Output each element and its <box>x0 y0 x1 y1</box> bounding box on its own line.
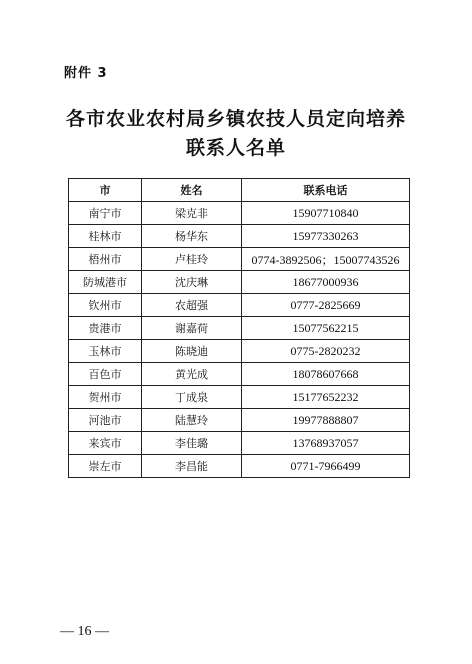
city-cell: 百色市 <box>69 363 142 386</box>
name-cell: 农超强 <box>142 294 242 317</box>
table-row <box>69 271 410 294</box>
phone-cell: 15077562215 <box>242 317 410 340</box>
header-name: 姓名 <box>142 179 242 202</box>
table-row <box>69 317 410 340</box>
phone-cell: 13768937057 <box>242 432 410 455</box>
table-row <box>69 455 410 478</box>
phone-cell: 15977330263 <box>242 225 410 248</box>
header-row <box>69 179 410 202</box>
table-row <box>69 432 410 455</box>
phone-cell: 18078607668 <box>242 363 410 386</box>
city-cell: 桂林市 <box>69 225 142 248</box>
header-phone: 联系电话 <box>242 179 410 202</box>
name-cell: 丁成泉 <box>142 386 242 409</box>
city-cell: 来宾市 <box>69 432 142 455</box>
table-row <box>69 340 410 363</box>
phone-cell: 0775-2820232 <box>242 340 410 363</box>
document-title-line-1: 各市农业农村局乡镇农技人员定向培养 <box>65 108 406 130</box>
contact-table-header <box>69 179 410 202</box>
table-row <box>69 294 410 317</box>
attachment-label: 附件 3 <box>64 66 108 81</box>
table-row <box>69 363 410 386</box>
contact-table <box>68 178 410 478</box>
phone-cell: 15907710840 <box>242 202 410 225</box>
phone-cell: 0777-2825669 <box>242 294 410 317</box>
city-cell: 防城港市 <box>69 271 142 294</box>
table-row <box>69 202 410 225</box>
name-cell: 黄光成 <box>142 363 242 386</box>
page-number: — 16 — <box>60 624 109 639</box>
document-title-line-2: 联系人名单 <box>185 137 286 159</box>
city-cell: 贵港市 <box>69 317 142 340</box>
phone-cell: 19977888807 <box>242 409 410 432</box>
contact-table-body <box>69 202 410 478</box>
name-cell: 李昌能 <box>142 455 242 478</box>
name-cell: 梁克非 <box>142 202 242 225</box>
city-cell: 贺州市 <box>69 386 142 409</box>
name-cell: 陈晓迪 <box>142 340 242 363</box>
city-cell: 崇左市 <box>69 455 142 478</box>
name-cell: 卢桂玲 <box>142 248 242 271</box>
name-cell: 杨华东 <box>142 225 242 248</box>
phone-cell: 0774-3892506；15007743526 <box>242 248 410 271</box>
name-cell: 谢嘉荷 <box>142 317 242 340</box>
table-row <box>69 225 410 248</box>
table-row <box>69 386 410 409</box>
city-cell: 钦州市 <box>69 294 142 317</box>
name-cell: 李佳璐 <box>142 432 242 455</box>
city-cell: 南宁市 <box>69 202 142 225</box>
phone-cell: 0771-7966499 <box>242 455 410 478</box>
header-city: 市 <box>69 179 142 202</box>
name-cell: 沈庆琳 <box>142 271 242 294</box>
city-cell: 河池市 <box>69 409 142 432</box>
city-cell: 梧州市 <box>69 248 142 271</box>
phone-cell: 18677000936 <box>242 271 410 294</box>
table-row <box>69 248 410 271</box>
table-row <box>69 409 410 432</box>
city-cell: 玉林市 <box>69 340 142 363</box>
name-cell: 陆慧玲 <box>142 409 242 432</box>
phone-cell: 15177652232 <box>242 386 410 409</box>
